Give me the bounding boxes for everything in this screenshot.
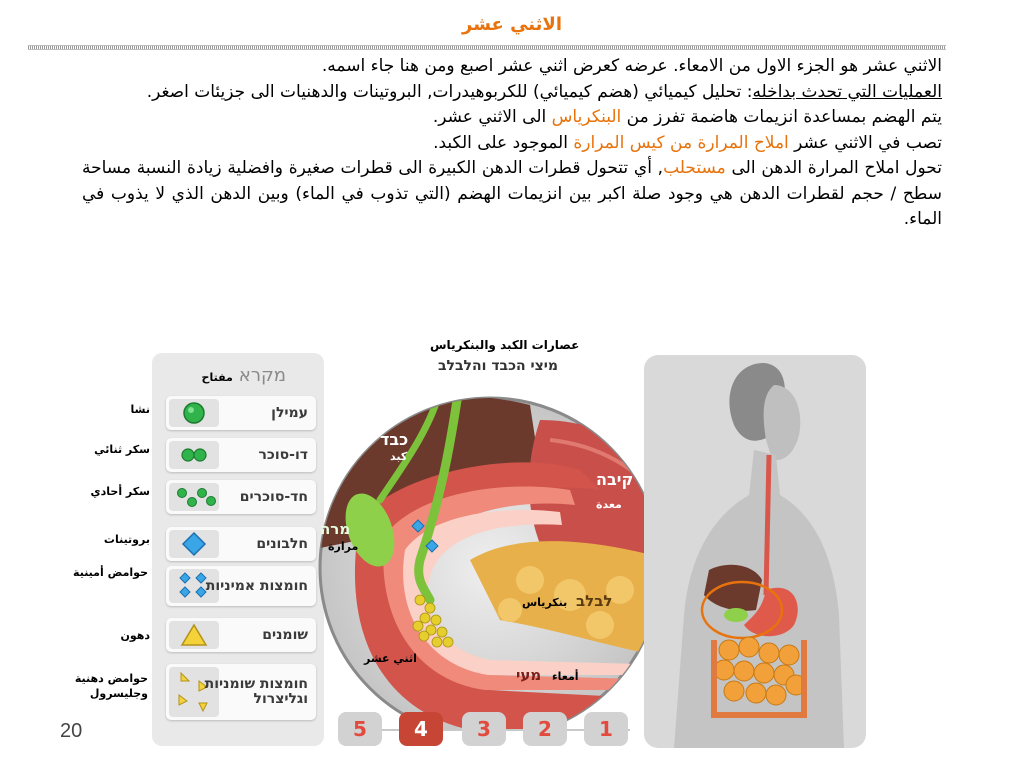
intestine-label-hebrew: מעי bbox=[516, 666, 542, 684]
paragraph-3 bbox=[82, 105, 942, 131]
pancreas-highlight: البنكرياس bbox=[551, 107, 622, 127]
paragraph-2-rest: : تحليل كيميائي (هضم كيميائي) للكربوهيدرات, البروتينات والدهنيات الى جزيئات اصغر. bbox=[146, 81, 753, 102]
step-button-3[interactable]: 3 bbox=[462, 712, 506, 746]
legend-row-monosaccharide bbox=[166, 480, 316, 514]
legend-row-amino-acids bbox=[166, 566, 316, 606]
liver-label-arabic: كبد bbox=[390, 450, 408, 463]
legend-arabic-amino-acids: حوامض أمينية bbox=[73, 566, 148, 579]
fat-yellow-triangle-icon bbox=[169, 621, 219, 649]
human-body-icon bbox=[644, 355, 866, 748]
gallbladder-label-hebrew: מרה bbox=[320, 520, 351, 538]
page-number: 20 bbox=[60, 720, 83, 742]
pancreas-label-arabic: بنكرياس bbox=[522, 596, 568, 609]
paragraph-4 bbox=[82, 131, 942, 157]
step-button-1[interactable]: 1 bbox=[584, 712, 628, 746]
legend-arabic-protein: بروتينات bbox=[103, 533, 150, 546]
step-button-4[interactable]: 4 bbox=[399, 712, 443, 746]
gallbladder-label-arabic: مرارة bbox=[328, 540, 359, 553]
emulsion-highlight: مستحلب bbox=[663, 158, 726, 178]
paragraph-2-underlined: العمليات التي تحدث بداخله bbox=[752, 81, 942, 102]
legend-label-fat: שומנים bbox=[262, 626, 308, 643]
legend-arabic-fat: دهون bbox=[120, 629, 150, 642]
body-figure-panel bbox=[644, 355, 866, 748]
paragraph-4-text-b: الموجود على الكبد. bbox=[433, 132, 574, 153]
legend-row-fat bbox=[166, 618, 316, 652]
intestine-label-arabic: أمعاء bbox=[552, 670, 579, 683]
legend-label-fatty-acids: חומצות שומניות וגליצרול bbox=[204, 676, 308, 707]
legend-label-protein: חלבונים bbox=[256, 535, 308, 552]
legend-row-disaccharide bbox=[166, 438, 316, 472]
bile-salts-highlight: املاح المرارة من كيس المرارة bbox=[573, 132, 789, 153]
step-button-2[interactable]: 2 bbox=[523, 712, 567, 746]
digestion-diagram bbox=[300, 330, 680, 730]
duodenum-label-arabic: اثني عشر bbox=[364, 652, 417, 665]
legend-arabic-starch: نشا bbox=[130, 403, 150, 416]
juices-label-hebrew: מיצי הכבד והלבלב bbox=[438, 358, 559, 374]
paragraph-1: الاثني عشر هو الجزء الاول من الامعاء. عرضه كعرض اثني عشر اصبع ومن هنا جاء اسمه. bbox=[321, 56, 942, 76]
paragraph-5 bbox=[82, 156, 942, 233]
legend-header bbox=[152, 365, 324, 386]
legend-label-monosaccharide: חד-סוכרים bbox=[239, 488, 308, 505]
stomach-label-arabic: معدة bbox=[596, 498, 622, 511]
legend-label-amino-acids: חומצות אמיניות bbox=[205, 577, 308, 594]
monosaccharide-circles-icon bbox=[169, 483, 219, 511]
legend-arabic-fatty-acids: حوامض دهنية وجليسرول bbox=[74, 672, 148, 700]
protein-blue-diamond-icon bbox=[169, 530, 219, 558]
stomach-label-hebrew: קיבה bbox=[596, 470, 634, 489]
legend-header-hebrew: מקרא bbox=[238, 365, 286, 386]
legend-header-arabic: مفتاح bbox=[201, 371, 233, 384]
paragraph-2 bbox=[147, 82, 942, 102]
juices-label-arabic: عصارات الكبد والبنكرياس bbox=[430, 338, 580, 352]
slide-title: الاثني عشر bbox=[462, 14, 562, 35]
paragraph-4-text-a: تصب في الاثني عشر bbox=[788, 132, 942, 153]
legend-row-fatty-acids bbox=[166, 664, 316, 720]
paragraph-5-text-b: , أي تتحول قطرات الدهن الكبيرة الى قطرات صغيرة وافضلية زيادة النسبة مساحة سطح / حجم لقطرات الدهن هي وجود صلة اكبر بين انزيمات الهضم (التي تذوب في الماء) وبين الدهن الذي لا يذوب في الماء. bbox=[82, 158, 942, 229]
pancreas-label-hebrew: לבלב bbox=[576, 592, 613, 610]
paragraph-3-text-a: يتم الهضم بمساعدة انزيمات هاضمة تفرز من bbox=[621, 107, 942, 127]
liver-label-hebrew: כבד bbox=[380, 430, 409, 449]
legend-row-starch bbox=[166, 396, 316, 430]
legend-label-starch: עמילן bbox=[271, 404, 308, 421]
duodenum-illustration bbox=[300, 330, 680, 730]
disaccharide-two-circles-icon bbox=[169, 441, 219, 469]
paragraph-5-text-a: تحول املاح المرارة الدهن الى bbox=[725, 158, 942, 178]
paragraph-3-text-b: الى الاثني عشر. bbox=[432, 107, 552, 127]
legend-row-protein bbox=[166, 527, 316, 561]
starch-big-green-circle-icon bbox=[169, 399, 219, 427]
body-text bbox=[82, 54, 942, 233]
title-divider bbox=[28, 45, 946, 50]
legend-arabic-monosaccharide: سكر أحادي bbox=[90, 485, 150, 498]
step-button-5[interactable]: 5 bbox=[338, 712, 382, 746]
legend-label-disaccharide: דו-סוכר bbox=[258, 446, 308, 463]
legend-arabic-disaccharide: سكر ثنائي bbox=[94, 443, 150, 456]
